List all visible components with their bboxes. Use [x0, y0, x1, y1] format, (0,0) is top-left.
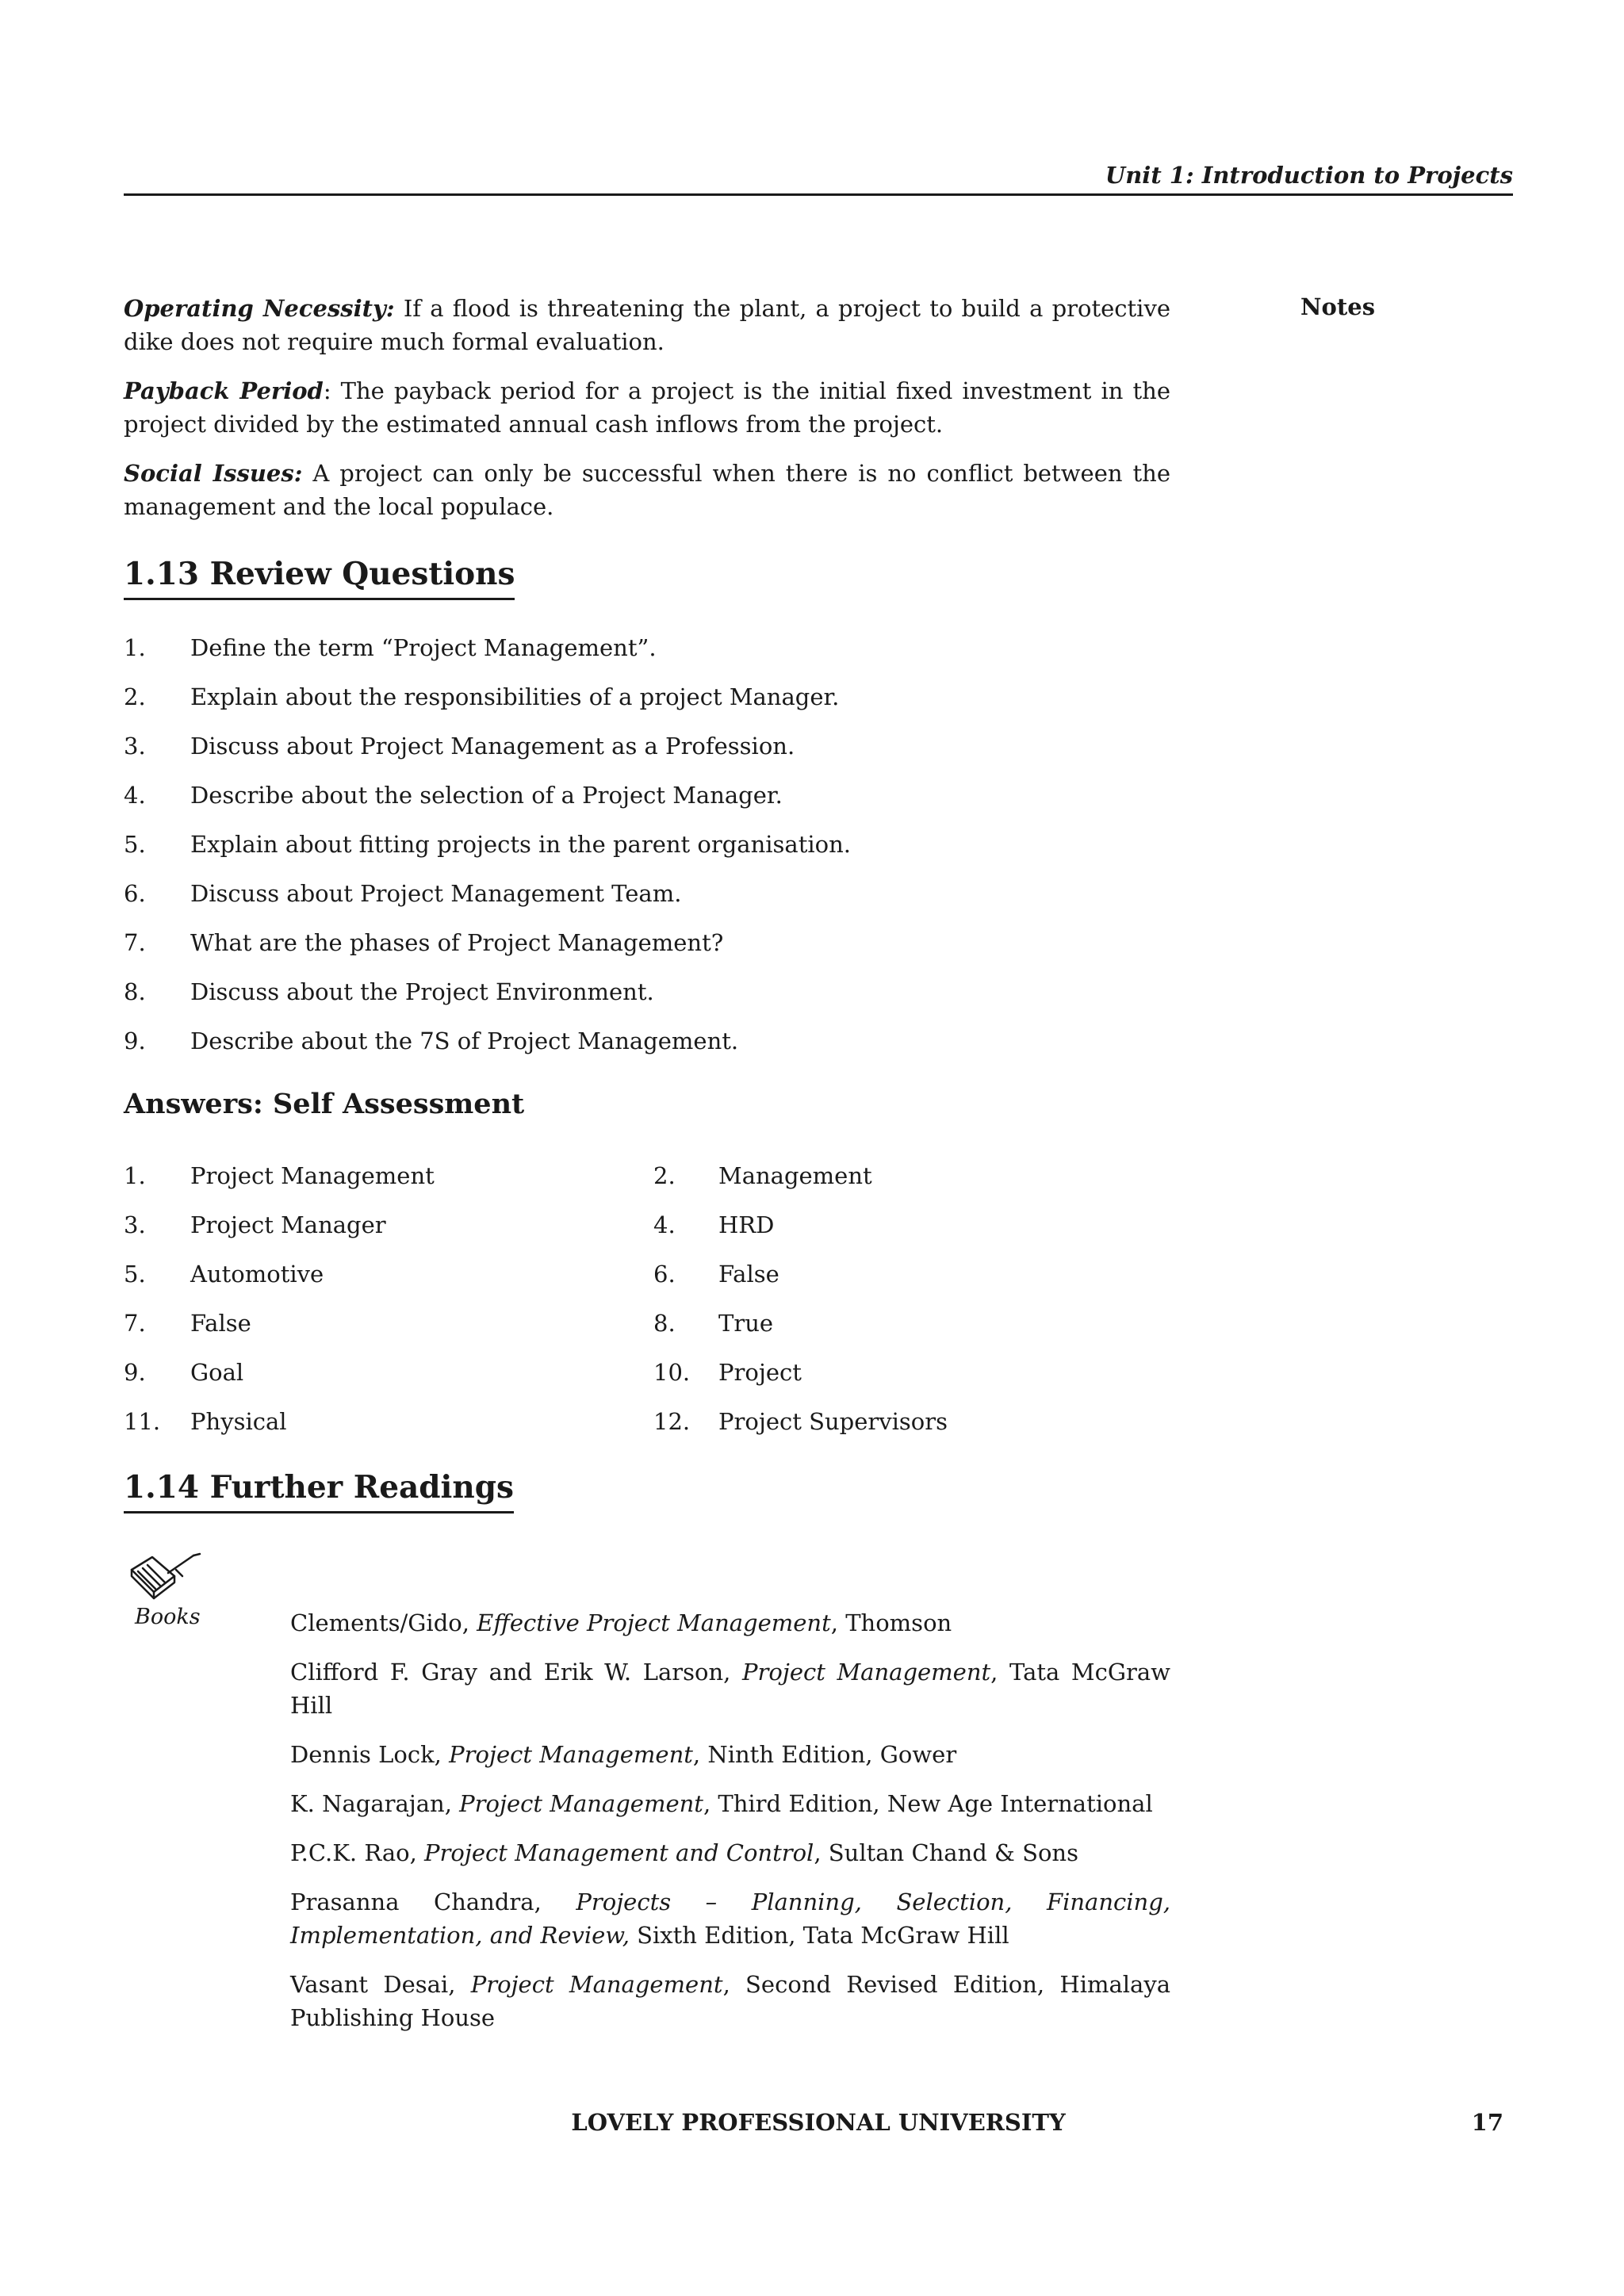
glossary-entry: [124, 292, 1170, 358]
reference-publisher: , Ninth Edition, Gower: [692, 1741, 957, 1768]
item-number: 4.: [124, 782, 146, 809]
list-item: [124, 828, 1170, 877]
answer-number: 8.: [653, 1310, 676, 1337]
answers-heading: Answers: Self Assessment: [124, 1088, 525, 1120]
glossary-entry: [124, 457, 1170, 523]
question-text: Describe about the 7S of Project Management.: [190, 1027, 739, 1054]
books-label: Books: [135, 1605, 201, 1629]
glossary-term: Social Issues:: [124, 460, 303, 487]
question-text: Discuss about Project Management Team.: [190, 880, 682, 907]
answer-text: True: [718, 1310, 774, 1337]
list-item: [124, 926, 1170, 975]
reference-item: [290, 1836, 1170, 1869]
question-text: Discuss about the Project Environment.: [190, 978, 654, 1005]
reference-author: Vasant Desai,: [290, 1971, 471, 1998]
reference-title: Project Management: [470, 1971, 723, 1998]
reference-publisher: , Thomson: [830, 1609, 952, 1636]
answer-row: [124, 1405, 1170, 1454]
question-text: Explain about fitting projects in the parent organisation.: [190, 831, 851, 858]
reference-author: K. Nagarajan,: [290, 1790, 460, 1817]
reference-author: Clifford F. Gray and Erik W. Larson,: [290, 1659, 742, 1686]
reference-item: [290, 1606, 1170, 1640]
glossary-definition: : The payback period for a project is the initial fixed investment in the project divided by the estimated annual cash inflows from the project.: [124, 377, 1170, 438]
answer-row: [124, 1356, 1170, 1405]
item-number: 3.: [124, 733, 146, 760]
glossary-term: Operating Necessity:: [124, 295, 395, 322]
answer-number: 12.: [653, 1408, 691, 1435]
answer-number: 7.: [124, 1310, 146, 1337]
list-item: [124, 975, 1170, 1024]
further-readings-heading: 1.14 Further Readings: [124, 1468, 514, 1513]
list-item: [124, 631, 1170, 680]
answer-text: False: [190, 1310, 251, 1337]
glossary-definition: If a flood is threatening the plant, a project to build a protective dike does not require much formal evaluation.: [124, 295, 1170, 355]
answer-number: 11.: [124, 1408, 161, 1435]
reference-title: Projects – Planning, Selection, Financing, Implementation, and Review,: [290, 1888, 1170, 1949]
footer-university: LOVELY PROFESSIONAL UNIVERSITY: [571, 2109, 1066, 2136]
question-text: Define the term “Project Management”.: [190, 634, 657, 661]
notes-margin-label: Notes: [1300, 293, 1376, 320]
answer-number: 10.: [653, 1359, 691, 1386]
answer-text: Project Manager: [190, 1211, 386, 1238]
question-text: Discuss about Project Management as a Profession.: [190, 733, 795, 760]
item-number: 5.: [124, 831, 146, 858]
answer-row: [124, 1208, 1170, 1257]
answer-number: 4.: [653, 1211, 676, 1238]
reference-item: [290, 1787, 1170, 1820]
item-number: 9.: [124, 1027, 146, 1054]
question-text: What are the phases of Project Management?: [190, 929, 724, 956]
answer-text: Management: [718, 1162, 872, 1189]
reference-publisher: , Second Revised Edition, Himalaya Publishing House: [290, 1971, 1171, 2031]
answer-row: [124, 1159, 1170, 1208]
reference-author: Dennis Lock,: [290, 1741, 450, 1768]
question-text: Describe about the selection of a Project Manager.: [190, 782, 783, 809]
reference-author: Prasanna Chandra,: [290, 1888, 576, 1915]
answers-grid: [124, 1159, 1170, 1454]
item-number: 7.: [124, 929, 146, 956]
list-item: [124, 1024, 1170, 1073]
reference-publisher: , Tata McGraw Hill: [290, 1659, 1170, 1719]
item-number: 8.: [124, 978, 146, 1005]
answer-number: 6.: [653, 1261, 676, 1288]
glossary-entry: [124, 374, 1170, 441]
review-questions-list: [124, 631, 1170, 1073]
running-head: Unit 1: Introduction to Projects: [1105, 162, 1513, 189]
reference-author: Clements/Gido,: [290, 1609, 477, 1636]
answer-text: HRD: [718, 1211, 775, 1238]
reference-item: [290, 1885, 1170, 1952]
list-item: [124, 877, 1170, 926]
reference-item: [290, 1738, 1170, 1771]
list-item: [124, 779, 1170, 828]
answer-number: 5.: [124, 1261, 146, 1288]
reference-publisher: , Sultan Chand & Sons: [814, 1839, 1078, 1866]
books-icon: [127, 1552, 206, 1608]
question-text: Explain about the responsibilities of a project Manager.: [190, 683, 840, 710]
glossary-section: [124, 292, 1170, 523]
reference-title: Project Management: [459, 1790, 703, 1817]
reference-title: Project Management: [449, 1741, 693, 1768]
answer-number: 9.: [124, 1359, 146, 1386]
answer-text: Automotive: [190, 1261, 324, 1288]
answer-text: Project Supervisors: [718, 1408, 948, 1435]
review-questions-heading: 1.13 Review Questions: [124, 555, 515, 600]
reference-author: P.C.K. Rao,: [290, 1839, 425, 1866]
answer-number: 2.: [653, 1162, 676, 1189]
reference-publisher: Sixth Edition, Tata McGraw Hill: [629, 1922, 1009, 1949]
list-item: [124, 680, 1170, 729]
item-number: 2.: [124, 683, 146, 710]
answer-text: Project Management: [190, 1162, 435, 1189]
answer-text: Goal: [190, 1359, 244, 1386]
reference-item: [290, 1655, 1170, 1722]
item-number: 6.: [124, 880, 146, 907]
reference-title: Project Management and Control: [424, 1839, 814, 1866]
reference-publisher: , Third Edition, New Age International: [703, 1790, 1153, 1817]
answer-number: 3.: [124, 1211, 146, 1238]
answer-row: [124, 1307, 1170, 1356]
reference-title: Effective Project Management: [477, 1609, 831, 1636]
reference-title: Project Management: [742, 1659, 991, 1686]
item-number: 1.: [124, 634, 146, 661]
answer-row: [124, 1257, 1170, 1307]
header-rule: [124, 193, 1513, 196]
answer-text: Project: [718, 1359, 802, 1386]
page-number: 17: [1471, 2109, 1503, 2136]
glossary-term: Payback Period: [124, 377, 324, 404]
answer-text: False: [718, 1261, 779, 1288]
reference-item: [290, 1968, 1170, 2034]
glossary-definition: A project can only be successful when there is no conflict between the management and the local populace.: [124, 460, 1170, 520]
answer-number: 1.: [124, 1162, 146, 1189]
list-item: [124, 729, 1170, 779]
answer-text: Physical: [190, 1408, 287, 1435]
references-list: [290, 1606, 1170, 2050]
